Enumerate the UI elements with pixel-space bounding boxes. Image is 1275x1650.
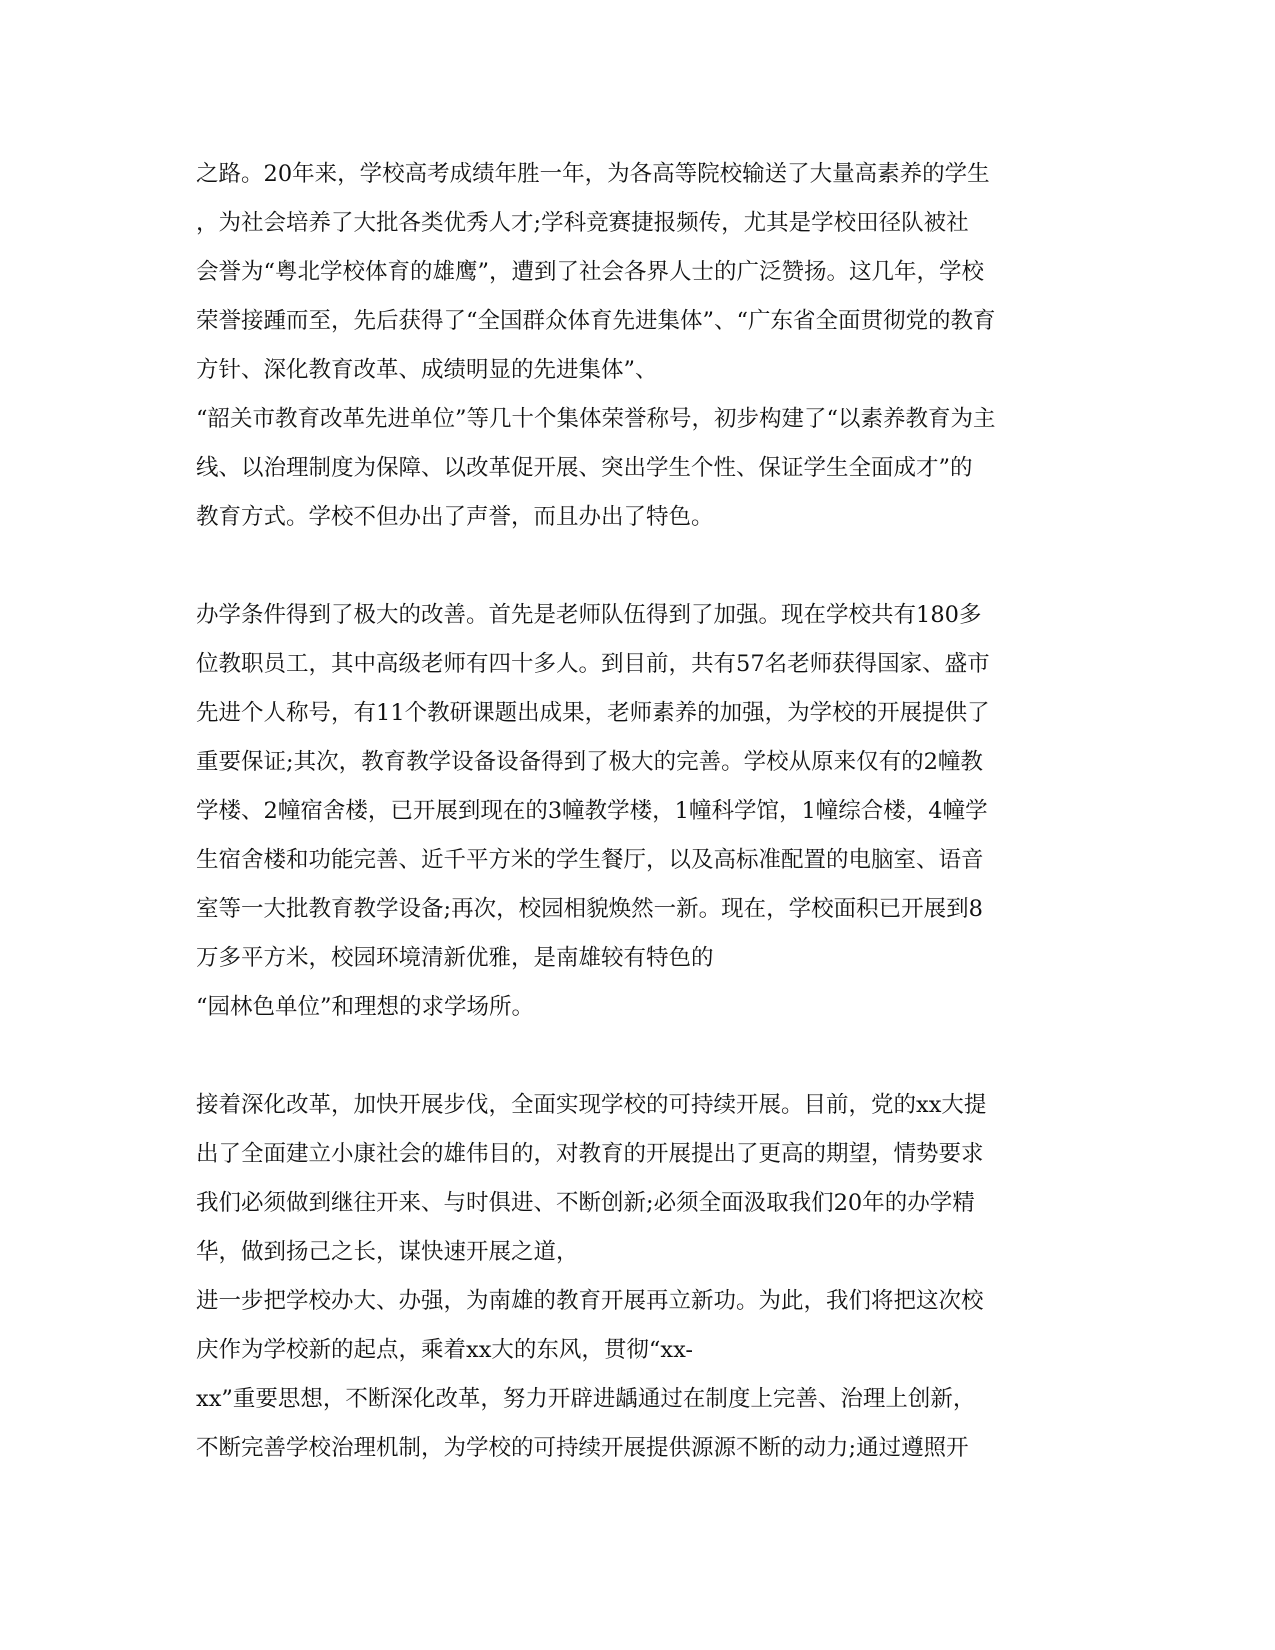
text-line: ，为社会培养了大批各类优秀人才;学科竞赛捷报频传，尤其是学校田径队被社	[196, 210, 969, 236]
text-line: 重要保证;其次，教育教学设备设备得到了极大的完善。学校从原来仅有的2幢教	[196, 749, 983, 775]
text-line: “韶关市教育改革先进单位”等几十个集体荣誉称号，初步构建了“以素养教育为主	[196, 406, 996, 432]
text-line: 庆作为学校新的起点，乘着xx大的东风，贯彻“xx-	[196, 1337, 693, 1363]
text-line: 进一步把学校办大、办强，为南雄的教育开展再立新功。为此，我们将把这次校	[196, 1288, 984, 1314]
text-line: 方针、深化教育改革、成绩明显的先进集体”、	[196, 357, 658, 383]
text-line: 生宿舍楼和功能完善、近千平方米的学生餐厅，以及高标准配置的电脑室、语音	[196, 847, 984, 873]
text-line: 会誉为“粤北学校体育的雄鹰”，遭到了社会各界人士的广泛赞扬。这几年，学校	[196, 259, 985, 285]
document-body	[196, 157, 1096, 1480]
text-line: 办学条件得到了极大的改善。首先是老师队伍得到了加强。现在学校共有180多	[196, 602, 982, 628]
paragraph-1	[196, 157, 1096, 549]
text-line: 接着深化改革，加快开展步伐，全面实现学校的可持续开展。目前，党的xx大提	[196, 1092, 987, 1118]
text-line: 先进个人称号，有11个教研课题出成果，老师素养的加强，为学校的开展提供了	[196, 700, 990, 726]
text-line: 我们必须做到继往开来、与时俱进、不断创新;必须全面汲取我们20年的办学精	[196, 1190, 975, 1216]
text-line: 线、以治理制度为保障、以改革促开展、突出学生个性、保证学生全面成才”的	[196, 455, 973, 481]
text-line: 华，做到扬己之长，谋快速开展之道，	[196, 1239, 579, 1265]
text-line: 位教职员工，其中高级老师有四十多人。到目前，共有57名老师获得国家、盛市	[196, 651, 990, 677]
text-line: 万多平方米，校园环境清新优雅，是南雄较有特色的	[196, 945, 714, 971]
text-line: “园林色单位”和理想的求学场所。	[196, 994, 535, 1020]
paragraph-2	[196, 598, 1096, 1039]
text-line: 不断完善学校治理机制，为学校的可持续开展提供源源不断的动力;通过遵照开	[196, 1435, 969, 1461]
text-line: 之路。20年来，学校高考成绩年胜一年，为各高等院校输送了大量高素养的学生	[196, 161, 990, 187]
text-line: 出了全面建立小康社会的雄伟目的，对教育的开展提出了更高的期望，情势要求	[196, 1141, 984, 1167]
text-line: 教育方式。学校不但办出了声誉，而且办出了特色。	[196, 504, 714, 530]
text-line: 学楼、2幢宿舍楼，已开展到现在的3幢教学楼，1幢科学馆，1幢综合楼，4幢学	[196, 798, 988, 824]
text-line: 荣誉接踵而至，先后获得了“全国群众体育先进集体”、“广东省全面贯彻党的教育	[196, 308, 996, 334]
text-line: 室等一大批教育教学设备;再次，校园相貌焕然一新。现在，学校面积已开展到8	[196, 896, 983, 922]
paragraph-3	[196, 1088, 1096, 1480]
text-line: xx”重要思想，不断深化改革，努力开辟进龋通过在制度上完善、治理上创新，	[196, 1386, 976, 1412]
